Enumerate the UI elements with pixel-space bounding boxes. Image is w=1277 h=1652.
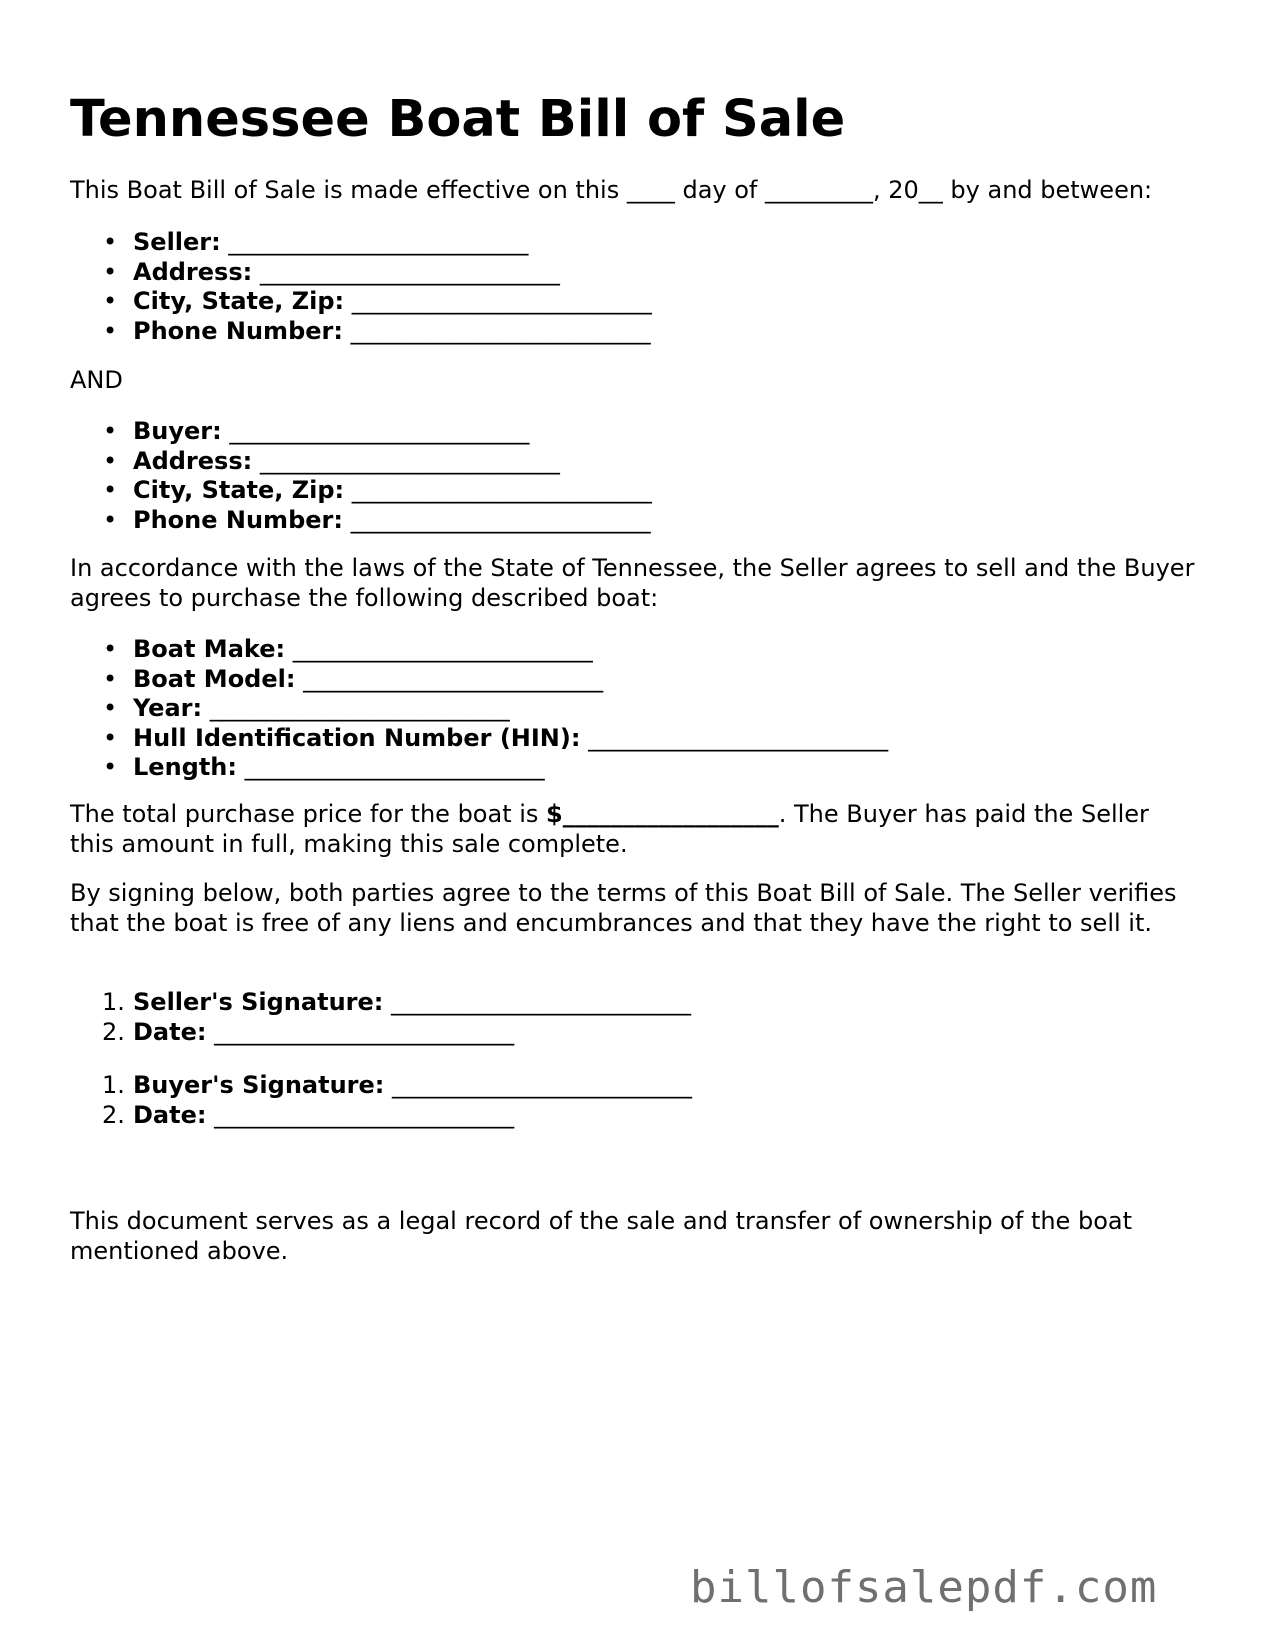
list-number: 1. [102,1071,125,1099]
field-label: Buyer's Signature: [133,1071,385,1099]
price-text-before: The total purchase price for the boat is [70,800,547,828]
field-label: Seller's Signature: [133,988,384,1016]
fill-in-blank: _________________________ [202,694,510,722]
signing-paragraph: By signing below, both parties agree to the terms of this Boat Bill of Sale. The Seller verifies that the boat is free of any liens and encumbrances and that they have the right to sell it. [70,879,1177,937]
seller-info-list [70,228,652,346]
field-label: Boat Make: [133,635,286,663]
list-item-boat-model [70,665,888,695]
site-watermark: billofsalepdf.com [690,1562,1158,1613]
field-label: City, State, Zip: [133,476,345,504]
intro-paragraph: This Boat Bill of Sale is made effective on this ____ day of _________, 20__ by and between: [70,176,1153,204]
list-item-buyer-date [70,1101,692,1131]
field-label: Length: [133,753,237,781]
field-label: City, State, Zip: [133,287,345,315]
list-item-seller-signature [70,988,691,1018]
boat-info-list [70,635,888,783]
list-item-length [70,753,888,783]
list-item-seller-phone [70,317,652,347]
fill-in-blank: _________________________ [383,988,691,1016]
list-item-boat-make [70,635,888,665]
fill-in-blank: _________________________ [237,753,545,781]
field-label: Buyer: [133,417,222,445]
buyer-signature-list [70,1071,692,1130]
field-label: Date: [133,1017,207,1046]
fill-in-blank: _________________________ [384,1071,693,1099]
fill-in-blank: _________________________ [344,476,652,504]
fill-in-blank: _________________________ [252,257,560,286]
list-item-buyer-phone [70,506,652,536]
list-number: 2. [102,1017,125,1046]
fill-in-blank: _________________________ [342,316,651,345]
field-label: Address: [133,257,253,286]
list-item-seller-date [70,1018,691,1048]
list-item-seller-city [70,287,652,317]
list-number: 1. [102,988,125,1016]
price-text-after: . The Buyer has paid the Seller this amount in full, making this sale complete. [70,800,1149,858]
fill-in-blank: _________________________ [220,228,529,256]
list-number: 2. [102,1100,125,1129]
list-item-buyer-address [70,447,652,477]
field-label: Seller: [133,228,221,256]
and-separator: AND [70,366,123,394]
list-item-year [70,694,888,724]
accordance-paragraph: In accordance with the laws of the State of Tennessee, the Seller agrees to sell and the Buyer agrees to purchase the following described boat: [70,554,1195,612]
document-title: Tennessee Boat Bill of Sale [70,90,846,149]
fill-in-blank: _________________________ [580,723,889,752]
list-item-seller-address [70,258,652,288]
list-item-buyer [70,417,652,447]
list-item-buyer-signature [70,1071,692,1101]
field-label: Year: [133,694,203,722]
fill-in-blank: _________________________ [206,1017,515,1046]
field-label: Boat Model: [133,664,296,693]
fill-in-blank: _________________________ [344,287,652,315]
fill-in-blank: _________________________ [295,664,604,693]
fill-in-blank: _________________________ [206,1100,515,1129]
field-label: Hull Identification Number (HIN): [133,723,581,752]
list-item-hin [70,724,888,754]
fill-in-blank: _________________________ [221,417,530,445]
list-item-seller [70,228,652,258]
fill-in-blank: _________________________ [342,505,651,534]
field-label: Phone Number: [133,505,343,534]
seller-signature-list [70,988,691,1047]
field-label: Phone Number: [133,316,343,345]
list-item-buyer-city [70,476,652,506]
price-amount-blank: $__________________ [546,800,779,828]
closing-paragraph: This document serves as a legal record of the sale and transfer of ownership of the boat mentioned above. [70,1207,1132,1265]
fill-in-blank: _________________________ [252,446,560,475]
price-paragraph [70,799,1200,859]
buyer-info-list [70,417,652,535]
fill-in-blank: _________________________ [285,635,593,663]
field-label: Address: [133,446,253,475]
field-label: Date: [133,1100,207,1129]
